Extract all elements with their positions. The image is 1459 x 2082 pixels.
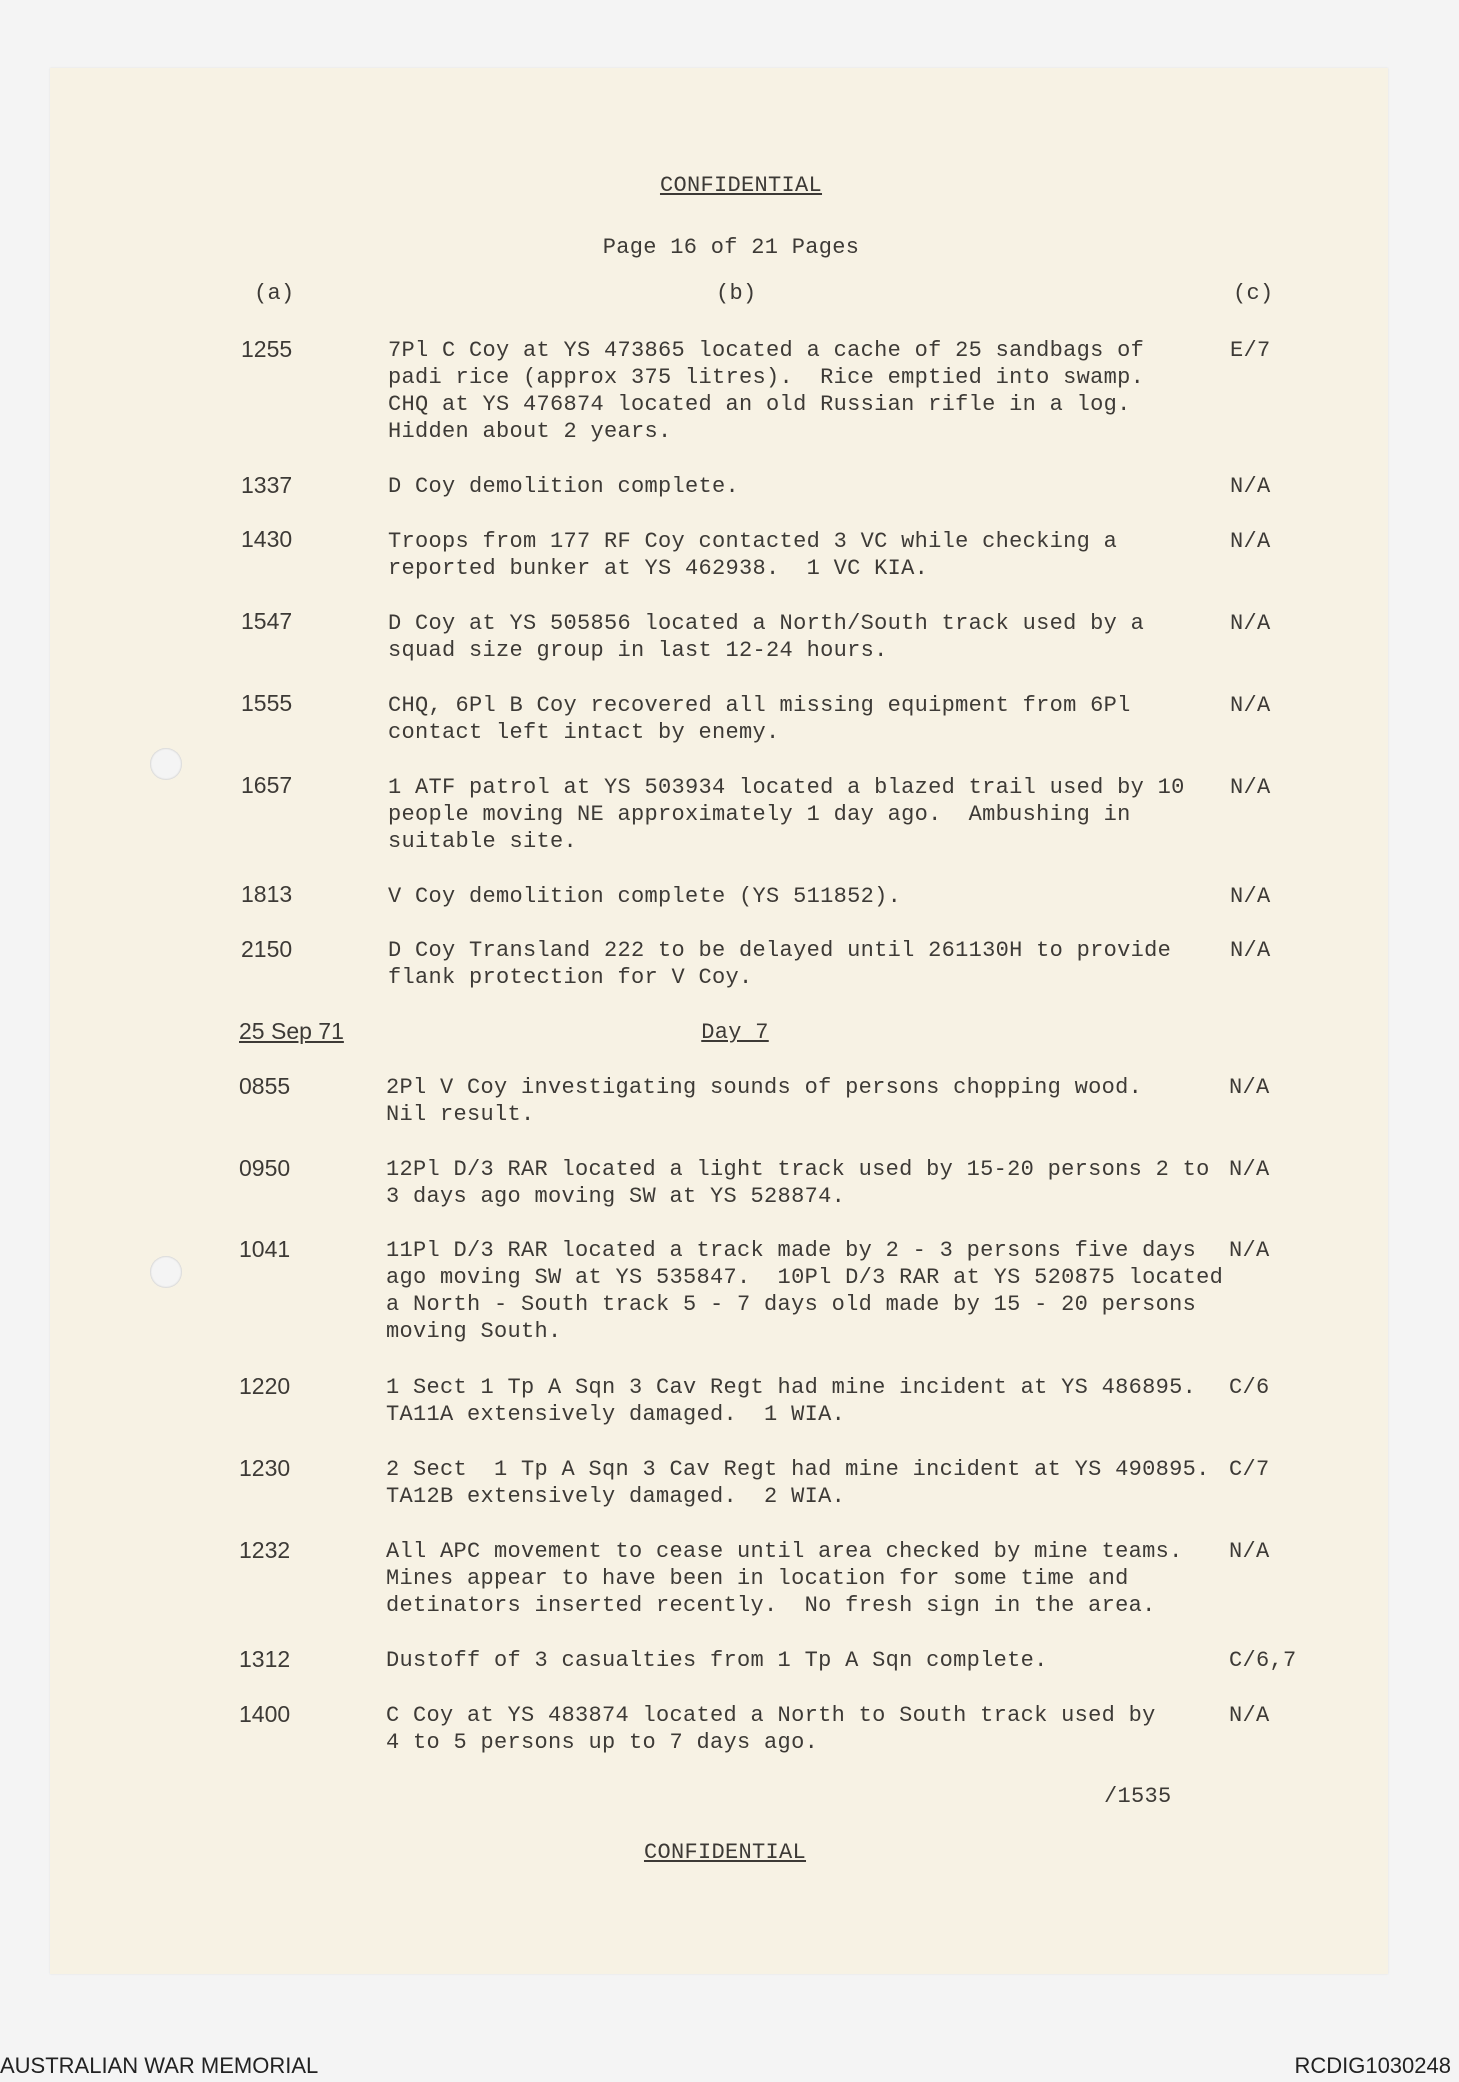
entry-time: 1041 [239,1236,291,1262]
classification-header: CONFIDENTIAL [659,173,823,198]
entry-time: 1555 [241,690,293,716]
entry-ref: N/A [1229,1075,1270,1100]
punch-hole [150,1256,182,1288]
entry-text: D Coy demolition complete. [388,474,740,499]
entry-ref: E/7 [1230,338,1271,363]
entry-time: 1255 [241,336,293,362]
entry-time: 1400 [239,1701,291,1727]
entry-text: CHQ, 6Pl B Coy recovered all missing equipment from 6Pl contact left intact by enemy. [388,693,1131,745]
entry-ref: N/A [1229,1703,1270,1728]
entry-ref: N/A [1229,1238,1270,1263]
entry-time: 1430 [241,526,293,552]
entry-text: D Coy at YS 505856 located a North/South track used by a squad size group in last 12-24 hours. [388,611,1145,663]
column-b-header: (b) [716,281,757,306]
entry-text: All APC movement to cease until area checked by mine teams. Mines appear to have been in location for some time and detinators inserted recently. No fresh sign in the area. [386,1539,1183,1618]
entry-ref: N/A [1230,938,1271,963]
entry-time: 1230 [239,1455,291,1481]
entry-text: Troops from 177 RF Coy contacted 3 VC while checking a reported bunker at YS 462938. 1 VC KIA. [388,529,1118,581]
entry-text: 2 Sect 1 Tp A Sqn 3 Cav Regt had mine incident at YS 490895. TA12B extensively damaged. 2 WIA. [386,1457,1210,1509]
column-c-header: (c) [1233,281,1274,306]
entry-time: 0855 [239,1073,291,1099]
entry-ref: C/7 [1229,1457,1270,1482]
entry-ref: N/A [1230,529,1271,554]
entry-text: D Coy Transland 222 to be delayed until 261130H to provide flank protection for V Coy. [388,938,1172,990]
entry-time: 1232 [239,1537,291,1563]
entry-time: 1813 [241,881,293,907]
page-indicator: Page 16 of 21 Pages [602,235,860,260]
entry-text: 1 ATF patrol at YS 503934 located a blazed trail used by 10 people moving NE approximately 1 day ago. Ambushing in suitable site. [388,775,1185,854]
entry-time: 1657 [241,772,293,798]
continuation-marker: /1535 [1104,1784,1172,1809]
entry-ref: N/A [1230,474,1271,499]
entry-text: C Coy at YS 483874 located a North to South track used by 4 to 5 persons up to 7 days ago. [386,1703,1156,1755]
entry-ref: N/A [1230,775,1271,800]
column-a-header: (a) [254,281,295,306]
entry-time: 0950 [239,1155,291,1181]
entry-ref: C/6,7 [1229,1648,1297,1673]
entry-ref: N/A [1229,1157,1270,1182]
entry-ref: N/A [1229,1539,1270,1564]
entry-ref: N/A [1230,611,1271,636]
entry-time: 1547 [241,608,293,634]
entry-ref: N/A [1230,884,1271,909]
entry-text: Dustoff of 3 casualties from 1 Tp A Sqn complete. [386,1648,1048,1673]
entry-ref: C/6 [1229,1375,1270,1400]
entry-time: 1312 [239,1646,291,1672]
entry-text: 7Pl C Coy at YS 473865 located a cache of 25 sandbags of padi rice (approx 375 litres). Rice emptied into swamp. CHQ at YS 476874 located an old Russian rifle in a log. Hidden about 2 years. [388,338,1145,444]
archive-id: RCDIG1030248 [1294,2053,1451,2078]
entry-ref: N/A [1230,693,1271,718]
entry-text: V Coy demolition complete (YS 511852). [388,884,902,909]
entry-text: 2Pl V Coy investigating sounds of persons chopping wood. Nil result. [386,1075,1143,1127]
entry-text: 12Pl D/3 RAR located a light track used by 15-20 persons 2 to 3 days ago moving SW at YS 528874. [386,1157,1210,1209]
entry-time: 1337 [241,472,293,498]
punch-hole [150,748,182,780]
entry-time: 2150 [241,936,293,962]
entry-time: 1220 [239,1373,291,1399]
day-heading: Day 7 [701,1020,769,1045]
date-heading: 25 Sep 71 [239,1018,344,1044]
classification-footer: CONFIDENTIAL [643,1840,807,1865]
archive-source: AUSTRALIAN WAR MEMORIAL [0,2053,319,2078]
entry-text: 11Pl D/3 RAR located a track made by 2 - 3 persons five days ago moving SW at YS 535847. 10Pl D/3 RAR at YS 520875 located a North - South track 5 - 7 days old made by 15 - 20 persons moving South. [386,1238,1224,1344]
entry-text: 1 Sect 1 Tp A Sqn 3 Cav Regt had mine incident at YS 486895. TA11A extensively damaged. 1 WIA. [386,1375,1197,1427]
